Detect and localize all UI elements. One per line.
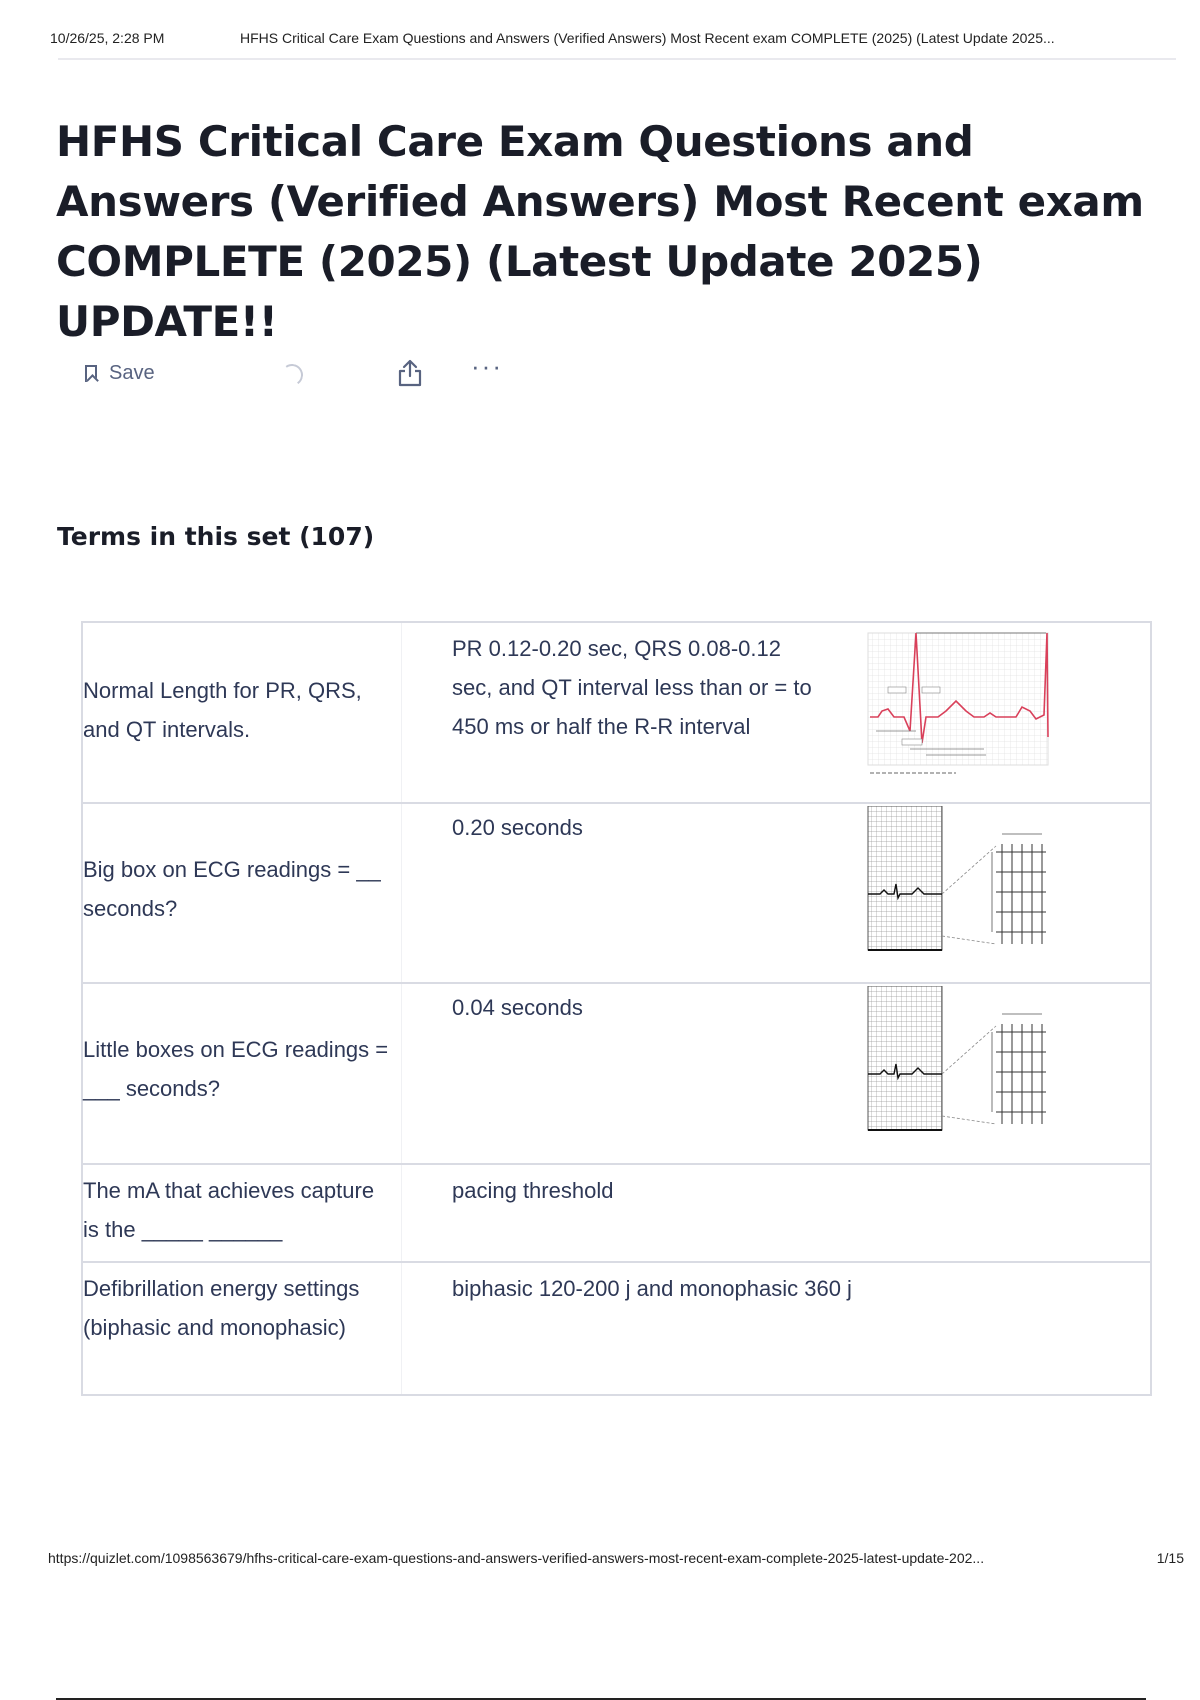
terms-heading: Terms in this set (107): [57, 522, 375, 551]
card-definition: pacing threshold: [452, 1178, 614, 1203]
more-options-button[interactable]: ···: [471, 351, 503, 381]
print-title: HFHS Critical Care Exam Questions and Answers (Verified Answers) Most Recent exam COMPLETE (2025) (Latest Update 2025...: [240, 30, 1055, 46]
ecg-intervals-image[interactable]: [866, 627, 1056, 779]
term-card: [81, 802, 1152, 984]
page-url: https://quizlet.com/1098563679/hfhs-critical-care-exam-questions-and-answers-verified-answers-most-recent-exam-complete-2025-latest-update-202...: [48, 1550, 985, 1566]
term-card: [81, 621, 1152, 804]
term-card: [81, 1163, 1152, 1263]
card-term: Normal Length for PR, QRS, and QT intervals.: [83, 678, 362, 742]
print-date: 10/26/25, 2:28 PM: [50, 30, 165, 46]
ecg-grid-image[interactable]: [866, 806, 1056, 956]
card-term: Little boxes on ECG readings = ___ seconds?: [83, 1037, 389, 1101]
card-definition: 0.04 seconds: [452, 995, 583, 1020]
card-definition: PR 0.12-0.20 sec, QRS 0.08-0.12 sec, and QT interval less than or = to 450 ms or half the R-R interval: [452, 636, 812, 739]
share-icon: [397, 358, 423, 388]
page-title: HFHS Critical Care Exam Questions and Answers (Verified Answers) Most Recent exam COMPLETE (2025) (Latest Update 2025) UPDATE!!: [56, 117, 1144, 346]
card-divider: [401, 804, 402, 982]
term-list: [81, 623, 1152, 1396]
term-card: [81, 982, 1152, 1165]
term-card: [81, 1261, 1152, 1396]
ecg-grid-image[interactable]: [866, 986, 1056, 1136]
card-definition: biphasic 120-200 j and monophasic 360 j: [452, 1276, 852, 1301]
print-header: [50, 30, 1178, 46]
page-number: 1/15: [1156, 1550, 1184, 1566]
card-term: The mA that achieves capture is the _____ ______: [83, 1178, 375, 1242]
card-divider: [401, 1263, 402, 1394]
card-divider: [401, 1165, 402, 1261]
bookmark-icon: [85, 365, 97, 382]
save-button[interactable]: [85, 362, 155, 385]
card-divider: [401, 984, 402, 1163]
loading-spinner-icon: [279, 362, 304, 387]
share-button[interactable]: [397, 358, 423, 393]
header-divider: [58, 58, 1176, 60]
save-label: Save: [109, 362, 155, 384]
card-term: Big box on ECG readings = __ seconds?: [83, 857, 381, 921]
card-term: Defibrillation energy settings (biphasic and monophasic): [83, 1276, 360, 1340]
card-definition: 0.20 seconds: [452, 815, 583, 840]
card-divider: [401, 623, 402, 802]
print-footer: [48, 1550, 1184, 1566]
